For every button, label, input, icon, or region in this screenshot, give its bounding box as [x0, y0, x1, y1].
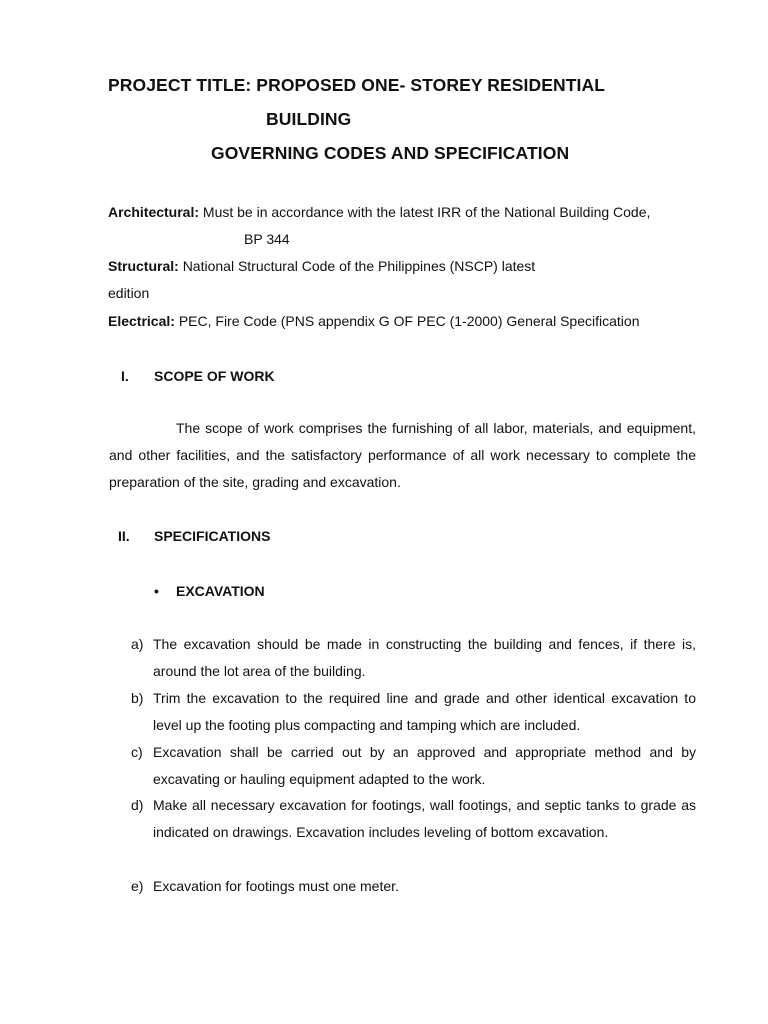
- list-item: [131, 631, 696, 685]
- list-item-text: The excavation should be made in constructing the building and fences, if there is, around the lot area of the building.: [153, 636, 696, 679]
- electrical-text: PEC, Fire Code (PNS appendix G OF PEC (1-2000) General Specification: [178, 313, 640, 329]
- list-item-text: Make all necessary excavation for footings, wall footings, and septic tanks to grade as indicated on drawings. Excavation includes leveling of bottom excavation.: [153, 797, 696, 840]
- architectural-text-cont: BP 344: [244, 231, 290, 247]
- governing-codes-title: GOVERNING CODES AND SPECIFICATION: [211, 143, 570, 163]
- scope-paragraph: The scope of work comprises the furnishing of all labor, materials, and equipment, and other facilities, and the satisfactory performance of all work necessary to complete the preparation of the site, grading and excavation.: [109, 420, 696, 490]
- structural-label: Structural:: [108, 258, 179, 274]
- list-item-marker: a): [131, 636, 144, 652]
- section-i-numeral: I.: [121, 368, 129, 384]
- list-item: [131, 792, 696, 846]
- list-item-marker: c): [131, 744, 143, 760]
- electrical-code: [108, 308, 639, 335]
- structural-code: [108, 253, 535, 280]
- project-title-line1: PROJECT TITLE: PROPOSED ONE- STOREY RESIDENTIAL: [108, 75, 606, 95]
- list-item-marker: b): [131, 690, 144, 706]
- list-item: [131, 685, 696, 739]
- electrical-label: Electrical:: [108, 313, 175, 329]
- section-i-title: SCOPE OF WORK: [154, 368, 275, 384]
- list-item-text: Trim the excavation to the required line and grade and other identical excavation to level up the footing plus compacting and tamping which are included.: [153, 690, 696, 733]
- list-item: [131, 873, 696, 900]
- architectural-text: Must be in accordance with the latest IRR of the National Building Code,: [202, 204, 651, 220]
- section-ii-numeral: II.: [118, 528, 130, 544]
- list-item-text: Excavation for footings must one meter.: [153, 878, 399, 894]
- bullet-icon: •: [154, 583, 159, 599]
- section-ii-title: SPECIFICATIONS: [154, 528, 271, 544]
- list-item-marker: e): [131, 878, 144, 894]
- architectural-code: [108, 199, 650, 226]
- list-item-text: Excavation shall be carried out by an approved and appropriate method and by excavating or hauling equipment adapted to the work.: [153, 744, 696, 787]
- list-item: [131, 739, 696, 793]
- excavation-heading: EXCAVATION: [176, 583, 265, 599]
- structural-text: National Structural Code of the Philippines (NSCP) latest: [182, 258, 536, 274]
- project-title-line2: BUILDING: [266, 109, 352, 129]
- structural-text-cont: edition: [108, 285, 150, 301]
- list-item-marker: d): [131, 797, 144, 813]
- architectural-label: Architectural:: [108, 204, 200, 220]
